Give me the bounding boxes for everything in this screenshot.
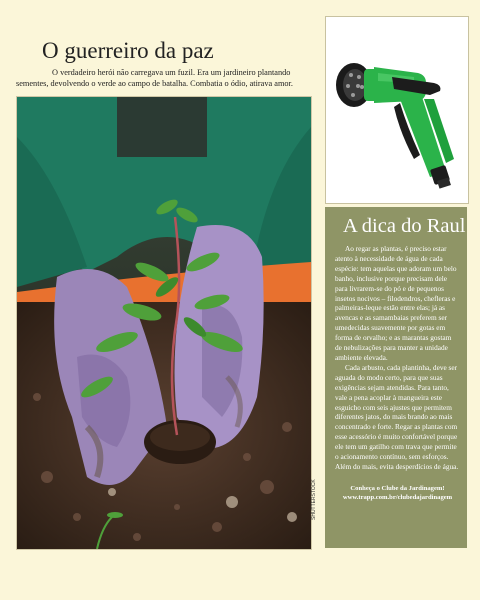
club-promo-url[interactable]: www.trapp.com.br/clubedajardinagem xyxy=(342,493,453,501)
article-subtitle: O verdadeiro herói não carregava um fuzil. Era um jardineiro plantando sementes, devolvendo o verde ao campo de batalha. Combatia o ódio, atirava amor. xyxy=(16,68,293,88)
club-promo-text: Conheça o Clube da Jardinagem! xyxy=(350,484,445,492)
gardening-tip-box xyxy=(325,207,467,548)
club-promo xyxy=(335,484,460,502)
garden-hose-spray-nozzle-icon xyxy=(326,17,468,203)
photo-credit: SHUTTERSTOCK xyxy=(311,479,317,520)
tip-paragraph-1: Ao regar as plantas, é preciso estar atento à necessidade de água de cada espécie: tem aquelas que adoram um belo banho, inclusive porque precisam dele para livrarem-se do pó e de pequenos insetos nocivos – filodendros, chefleras e palmeiras-leque estão entre elas; já as avencas e as samambaias preferem ser umedecidas suavemente por gotas em forma de orvalho; e as marantas gostam de nebulizações para manter a unidade ambiente elevada. xyxy=(335,244,457,362)
tip-paragraph-2: Cada arbusto, cada plantinha, deve ser aguada do modo certo, para que suas exigências sejam atendidas. Para tanto, vale a pena acoplar à mangueira este esguicho com seis ajustes que permitem diferentes jatos, do mais brando ao mais concentrado e forte. Regar as plantas com esse acessório é muito confortável porque ele tem um gatilho com trava que permite o acionamento contínuo, sem esforços. Além do mais, evita desperdícios de água. xyxy=(335,362,459,471)
spray-nozzle-product-image xyxy=(325,16,469,204)
tip-title: A dica do Raul xyxy=(343,215,466,237)
article-title: O guerreiro da paz xyxy=(42,38,214,63)
gardener-seedling-photo xyxy=(16,96,312,550)
